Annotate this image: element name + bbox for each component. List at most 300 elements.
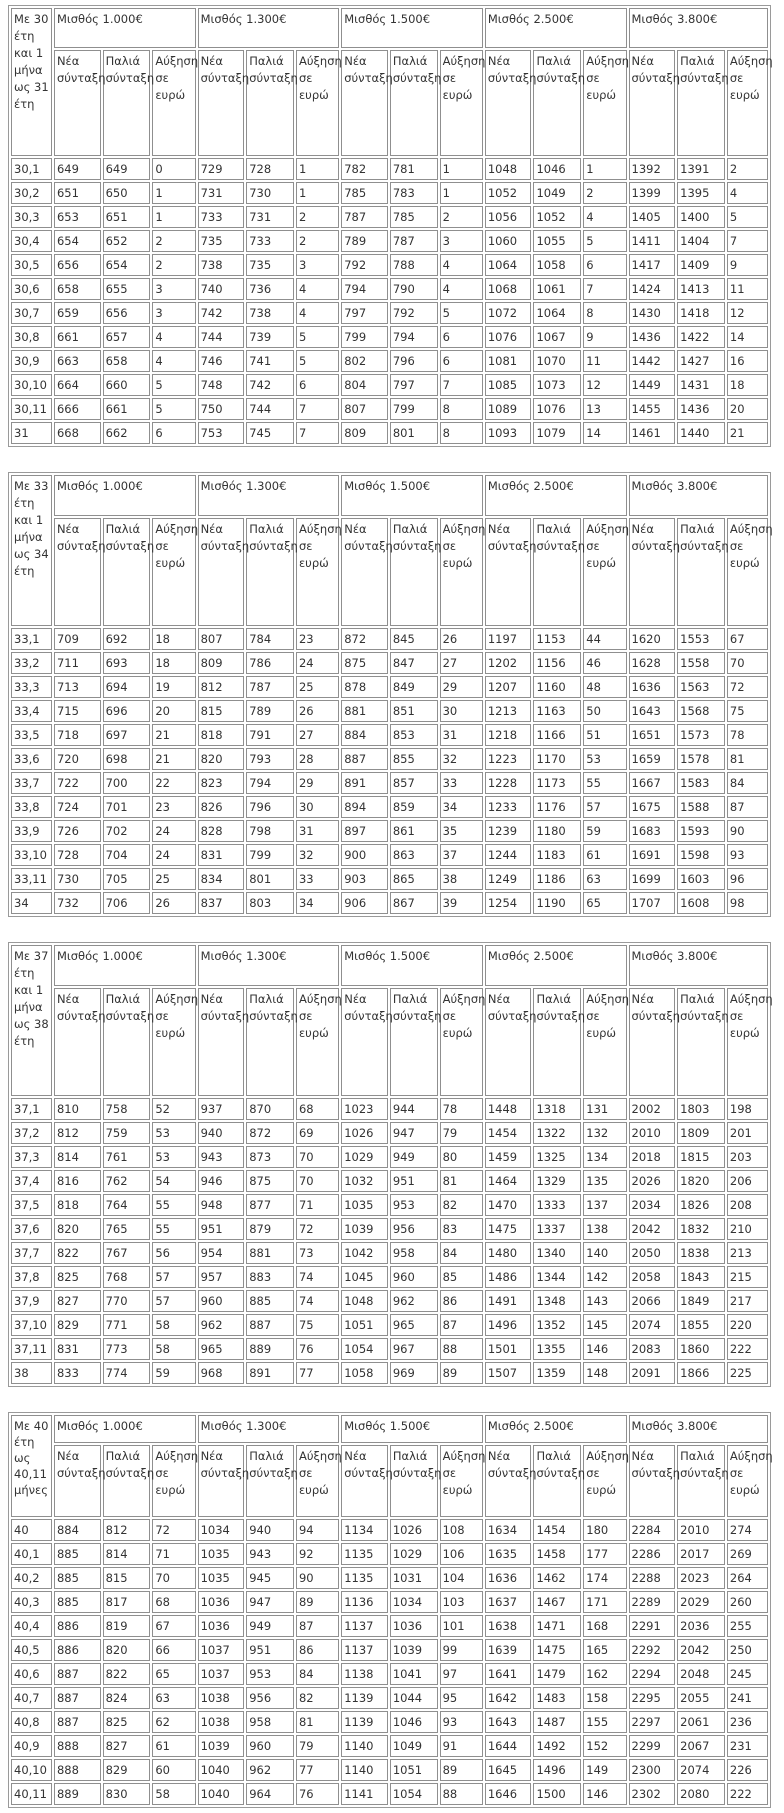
value-cell: 728: [246, 158, 294, 180]
value-cell: 1593: [677, 820, 725, 842]
pension-table: [8, 5, 771, 447]
value-cell: 837: [198, 892, 245, 914]
value-cell: 158: [583, 1687, 626, 1709]
value-cell: 956: [246, 1687, 294, 1709]
value-cell: 1496: [485, 1314, 532, 1336]
value-cell: 1849: [677, 1290, 725, 1312]
value-cell: 768: [103, 1266, 151, 1288]
table-row: [11, 892, 768, 914]
value-cell: 6: [440, 350, 483, 372]
value-cell: 827: [54, 1290, 101, 1312]
value-cell: 1553: [677, 628, 725, 650]
column-header: Αύξηση σε ευρώ: [727, 988, 768, 1096]
value-cell: 861: [390, 820, 438, 842]
value-cell: 80: [440, 1146, 483, 1168]
value-cell: 870: [246, 1098, 294, 1120]
years-cell: 37,9: [11, 1290, 52, 1312]
column-header: Παλιά σύνταξη: [533, 1445, 581, 1517]
value-cell: 1048: [485, 158, 532, 180]
value-cell: 1223: [485, 748, 532, 770]
value-cell: 2083: [629, 1338, 676, 1360]
value-cell: 3: [440, 230, 483, 252]
table-row: [11, 1543, 768, 1565]
value-cell: 1153: [533, 628, 581, 650]
value-cell: 883: [246, 1266, 294, 1288]
column-header: Νέα σύνταξη: [54, 518, 101, 626]
value-cell: 165: [583, 1639, 626, 1661]
value-cell: 146: [583, 1338, 626, 1360]
value-cell: 220: [727, 1314, 768, 1336]
value-cell: 1058: [341, 1362, 388, 1384]
value-cell: 1699: [629, 868, 676, 890]
value-cell: 765: [103, 1218, 151, 1240]
value-cell: 75: [296, 1314, 339, 1336]
value-cell: 37: [440, 844, 483, 866]
value-cell: 1667: [629, 772, 676, 794]
value-cell: 5: [583, 230, 626, 252]
value-cell: 1: [152, 206, 195, 228]
value-cell: 71: [296, 1194, 339, 1216]
table-row: [11, 1615, 768, 1637]
value-cell: 654: [103, 254, 151, 276]
value-cell: 1163: [533, 700, 581, 722]
value-cell: 1500: [533, 1783, 581, 1805]
column-header: Αύξηση σε ευρώ: [296, 518, 339, 626]
value-cell: 709: [54, 628, 101, 650]
table-row: [11, 1759, 768, 1781]
value-cell: 891: [341, 772, 388, 794]
value-cell: 5: [296, 350, 339, 372]
value-cell: 653: [54, 206, 101, 228]
value-cell: 99: [440, 1639, 483, 1661]
column-header: Αύξηση σε ευρώ: [152, 50, 195, 156]
value-cell: 822: [54, 1242, 101, 1264]
value-cell: 1636: [629, 676, 676, 698]
value-cell: 62: [152, 1711, 195, 1733]
value-cell: 3: [152, 278, 195, 300]
value-cell: 236: [727, 1711, 768, 1733]
value-cell: 1139: [341, 1687, 388, 1709]
years-cell: 40,5: [11, 1639, 52, 1661]
value-cell: 872: [341, 628, 388, 650]
value-cell: 960: [246, 1735, 294, 1757]
table-row: [11, 374, 768, 396]
column-header: Αύξηση σε ευρώ: [440, 50, 483, 156]
value-cell: 906: [341, 892, 388, 914]
value-cell: 22: [152, 772, 195, 794]
value-cell: 1683: [629, 820, 676, 842]
column-header: Νέα σύνταξη: [485, 50, 532, 156]
value-cell: 1170: [533, 748, 581, 770]
value-cell: 851: [390, 700, 438, 722]
table-row: [11, 254, 768, 276]
value-cell: 2291: [629, 1615, 676, 1637]
value-cell: 1038: [198, 1687, 245, 1709]
value-cell: 78: [727, 724, 768, 746]
value-cell: 1067: [533, 326, 581, 348]
value-cell: 180: [583, 1519, 626, 1541]
years-cell: 30,9: [11, 350, 52, 372]
value-cell: 706: [103, 892, 151, 914]
value-cell: 949: [246, 1615, 294, 1637]
value-cell: 875: [341, 652, 388, 674]
value-cell: 762: [103, 1170, 151, 1192]
value-cell: 1563: [677, 676, 725, 698]
value-cell: 54: [152, 1170, 195, 1192]
value-cell: 1424: [629, 278, 676, 300]
table-row: [11, 1711, 768, 1733]
value-cell: 1843: [677, 1266, 725, 1288]
value-cell: 1039: [341, 1218, 388, 1240]
value-cell: 1036: [198, 1615, 245, 1637]
value-cell: 745: [246, 422, 294, 444]
value-cell: 897: [341, 820, 388, 842]
table-row: [11, 772, 768, 794]
value-cell: 138: [583, 1218, 626, 1240]
value-cell: 21: [727, 422, 768, 444]
value-cell: 2061: [677, 1711, 725, 1733]
value-cell: 66: [152, 1639, 195, 1661]
value-cell: 8: [440, 422, 483, 444]
column-header: Αύξηση σε ευρώ: [583, 1445, 626, 1517]
value-cell: 145: [583, 1314, 626, 1336]
value-cell: 1173: [533, 772, 581, 794]
value-cell: 656: [54, 254, 101, 276]
value-cell: 11: [583, 350, 626, 372]
value-cell: 81: [727, 748, 768, 770]
value-cell: 57: [152, 1266, 195, 1288]
table-row: [11, 1194, 768, 1216]
column-header: Παλιά σύνταξη: [677, 518, 725, 626]
years-cell: 30,11: [11, 398, 52, 420]
value-cell: 23: [152, 796, 195, 818]
table-row: [11, 1567, 768, 1589]
value-cell: 5: [727, 206, 768, 228]
value-cell: 1254: [485, 892, 532, 914]
value-cell: 859: [390, 796, 438, 818]
table-row: [11, 230, 768, 252]
column-header: Νέα σύνταξη: [485, 988, 532, 1096]
value-cell: 940: [246, 1519, 294, 1541]
value-cell: 823: [198, 772, 245, 794]
years-cell: 37,5: [11, 1194, 52, 1216]
value-cell: 872: [246, 1122, 294, 1144]
table-row: [11, 1170, 768, 1192]
value-cell: 68: [296, 1098, 339, 1120]
value-cell: 863: [390, 844, 438, 866]
years-cell: 34: [11, 892, 52, 914]
table-row: [11, 652, 768, 674]
value-cell: 845: [390, 628, 438, 650]
value-cell: 174: [583, 1567, 626, 1589]
salary-header: Μισθός 2.500€: [485, 8, 627, 48]
value-cell: 819: [103, 1615, 151, 1637]
table-row: [11, 844, 768, 866]
value-cell: 4: [296, 278, 339, 300]
value-cell: 51: [583, 724, 626, 746]
value-cell: 2: [440, 206, 483, 228]
value-cell: 1031: [390, 1567, 438, 1589]
years-cell: 33,2: [11, 652, 52, 674]
value-cell: 733: [198, 206, 245, 228]
value-cell: 101: [440, 1615, 483, 1637]
value-cell: 201: [727, 1122, 768, 1144]
value-cell: 2080: [677, 1783, 725, 1805]
value-cell: 1064: [533, 302, 581, 324]
value-cell: 95: [440, 1687, 483, 1709]
value-cell: 945: [246, 1567, 294, 1589]
value-cell: 3: [152, 302, 195, 324]
value-cell: 814: [103, 1543, 151, 1565]
column-header: Νέα σύνταξη: [629, 518, 676, 626]
column-header: Παλιά σύνταξη: [246, 1445, 294, 1517]
years-cell: 33,4: [11, 700, 52, 722]
value-cell: 731: [246, 206, 294, 228]
years-cell: 33,1: [11, 628, 52, 650]
value-cell: 652: [103, 230, 151, 252]
value-cell: 34: [296, 892, 339, 914]
value-cell: 1197: [485, 628, 532, 650]
value-cell: 1480: [485, 1242, 532, 1264]
value-cell: 1040: [198, 1759, 245, 1781]
value-cell: 135: [583, 1170, 626, 1192]
value-cell: 1039: [390, 1639, 438, 1661]
value-cell: 1568: [677, 700, 725, 722]
value-cell: 2: [296, 206, 339, 228]
value-cell: 1675: [629, 796, 676, 818]
value-cell: 663: [54, 350, 101, 372]
value-cell: 694: [103, 676, 151, 698]
value-cell: 696: [103, 700, 151, 722]
years-cell: 37,11: [11, 1338, 52, 1360]
value-cell: 2010: [629, 1122, 676, 1144]
years-cell: 30,4: [11, 230, 52, 252]
value-cell: 29: [440, 676, 483, 698]
value-cell: 960: [198, 1290, 245, 1312]
years-cell: 30,5: [11, 254, 52, 276]
value-cell: 34: [440, 796, 483, 818]
value-cell: 887: [54, 1711, 101, 1733]
value-cell: 817: [103, 1591, 151, 1613]
value-cell: 2294: [629, 1663, 676, 1685]
value-cell: 1418: [677, 302, 725, 324]
salary-header-row: [11, 1415, 768, 1443]
value-cell: 84: [296, 1663, 339, 1685]
value-cell: 76: [296, 1338, 339, 1360]
value-cell: 58: [152, 1314, 195, 1336]
value-cell: 1046: [533, 158, 581, 180]
value-cell: 818: [198, 724, 245, 746]
value-cell: 104: [440, 1567, 483, 1589]
salary-header: Μισθός 1.500€: [341, 8, 483, 48]
value-cell: 149: [583, 1759, 626, 1781]
value-cell: 946: [198, 1170, 245, 1192]
value-cell: 1054: [341, 1338, 388, 1360]
value-cell: 1249: [485, 868, 532, 890]
value-cell: 829: [103, 1759, 151, 1781]
value-cell: 1166: [533, 724, 581, 746]
years-range-label: Με 30 έτη και 1 μήνα ως 31 έτη: [11, 8, 52, 156]
value-cell: 8: [440, 398, 483, 420]
value-cell: 225: [727, 1362, 768, 1384]
value-cell: 86: [440, 1290, 483, 1312]
value-cell: 84: [727, 772, 768, 794]
value-cell: 964: [246, 1783, 294, 1805]
value-cell: 2289: [629, 1591, 676, 1613]
years-cell: 40,8: [11, 1711, 52, 1733]
years-cell: 40: [11, 1519, 52, 1541]
value-cell: 742: [246, 374, 294, 396]
value-cell: 70: [152, 1567, 195, 1589]
value-cell: 793: [246, 748, 294, 770]
value-cell: 2284: [629, 1519, 676, 1541]
value-cell: 1707: [629, 892, 676, 914]
value-cell: 96: [727, 868, 768, 890]
value-cell: 903: [341, 868, 388, 890]
value-cell: 90: [296, 1567, 339, 1589]
value-cell: 1085: [485, 374, 532, 396]
value-cell: 2017: [677, 1543, 725, 1565]
value-cell: 57: [152, 1290, 195, 1312]
value-cell: 55: [583, 772, 626, 794]
value-cell: 884: [341, 724, 388, 746]
value-cell: 4: [152, 326, 195, 348]
pension-table: [8, 1412, 771, 1808]
value-cell: 61: [152, 1735, 195, 1757]
value-cell: 50: [583, 700, 626, 722]
value-cell: 1140: [341, 1735, 388, 1757]
value-cell: 875: [246, 1170, 294, 1192]
value-cell: 89: [296, 1591, 339, 1613]
value-cell: 38: [440, 868, 483, 890]
value-cell: 1820: [677, 1170, 725, 1192]
value-cell: 853: [390, 724, 438, 746]
value-cell: 1643: [485, 1711, 532, 1733]
value-cell: 2034: [629, 1194, 676, 1216]
value-cell: 70: [296, 1146, 339, 1168]
value-cell: 93: [440, 1711, 483, 1733]
column-header: Αύξηση σε ευρώ: [152, 988, 195, 1096]
value-cell: 81: [440, 1170, 483, 1192]
column-header: Νέα σύνταξη: [341, 1445, 388, 1517]
value-cell: 18: [152, 628, 195, 650]
value-cell: 2297: [629, 1711, 676, 1733]
value-cell: 739: [246, 326, 294, 348]
value-cell: 944: [390, 1098, 438, 1120]
value-cell: 4: [296, 302, 339, 324]
value-cell: 791: [246, 724, 294, 746]
column-header: Αύξηση σε ευρώ: [296, 50, 339, 156]
value-cell: 937: [198, 1098, 245, 1120]
value-cell: 742: [198, 302, 245, 324]
value-cell: 951: [198, 1218, 245, 1240]
value-cell: 2048: [677, 1663, 725, 1685]
value-cell: 801: [246, 868, 294, 890]
value-cell: 744: [198, 326, 245, 348]
value-cell: 87: [296, 1615, 339, 1637]
value-cell: 65: [583, 892, 626, 914]
value-cell: 1051: [341, 1314, 388, 1336]
value-cell: 1046: [390, 1711, 438, 1733]
value-cell: 748: [198, 374, 245, 396]
value-cell: 1068: [485, 278, 532, 300]
table-row: [11, 326, 768, 348]
value-cell: 1860: [677, 1338, 725, 1360]
value-cell: 1832: [677, 1218, 725, 1240]
value-cell: 744: [246, 398, 294, 420]
table-row: [11, 1735, 768, 1757]
value-cell: 260: [727, 1591, 768, 1613]
value-cell: 834: [198, 868, 245, 890]
value-cell: 222: [727, 1338, 768, 1360]
value-cell: 16: [727, 350, 768, 372]
value-cell: 1035: [198, 1567, 245, 1589]
value-cell: 1054: [390, 1783, 438, 1805]
years-cell: 37,6: [11, 1218, 52, 1240]
value-cell: 881: [341, 700, 388, 722]
column-header: Παλιά σύνταξη: [533, 518, 581, 626]
value-cell: 1475: [485, 1218, 532, 1240]
value-cell: 962: [390, 1290, 438, 1312]
value-cell: 887: [246, 1314, 294, 1336]
value-cell: 799: [341, 326, 388, 348]
value-cell: 1411: [629, 230, 676, 252]
years-cell: 30,10: [11, 374, 52, 396]
value-cell: 6: [440, 326, 483, 348]
value-cell: 1041: [390, 1663, 438, 1685]
value-cell: 704: [103, 844, 151, 866]
column-header: Παλιά σύνταξη: [390, 50, 438, 156]
years-cell: 30,3: [11, 206, 52, 228]
value-cell: 1190: [533, 892, 581, 914]
value-cell: 962: [246, 1759, 294, 1781]
value-cell: 250: [727, 1639, 768, 1661]
value-cell: 7: [440, 374, 483, 396]
value-cell: 1395: [677, 182, 725, 204]
value-cell: 1588: [677, 796, 725, 818]
years-cell: 33,10: [11, 844, 52, 866]
value-cell: 31: [440, 724, 483, 746]
value-cell: 21: [152, 748, 195, 770]
value-cell: 1454: [485, 1122, 532, 1144]
value-cell: 1034: [198, 1519, 245, 1541]
value-cell: 730: [54, 868, 101, 890]
value-cell: 1507: [485, 1362, 532, 1384]
value-cell: 79: [440, 1122, 483, 1144]
value-cell: 885: [246, 1290, 294, 1312]
value-cell: 894: [341, 796, 388, 818]
value-cell: 7: [727, 230, 768, 252]
value-cell: 67: [152, 1615, 195, 1637]
salary-header: Μισθός 1.000€: [54, 475, 196, 516]
value-cell: 788: [390, 254, 438, 276]
value-cell: 1137: [341, 1639, 388, 1661]
value-cell: 661: [54, 326, 101, 348]
value-cell: 132: [583, 1122, 626, 1144]
value-cell: 796: [246, 796, 294, 818]
value-cell: 1023: [341, 1098, 388, 1120]
value-cell: 53: [152, 1122, 195, 1144]
value-cell: 750: [198, 398, 245, 420]
value-cell: 56: [152, 1242, 195, 1264]
value-cell: 5: [152, 374, 195, 396]
value-cell: 940: [198, 1122, 245, 1144]
value-cell: 824: [103, 1687, 151, 1709]
value-cell: 1038: [198, 1711, 245, 1733]
years-cell: 40,10: [11, 1759, 52, 1781]
value-cell: 732: [54, 892, 101, 914]
value-cell: 822: [103, 1663, 151, 1685]
